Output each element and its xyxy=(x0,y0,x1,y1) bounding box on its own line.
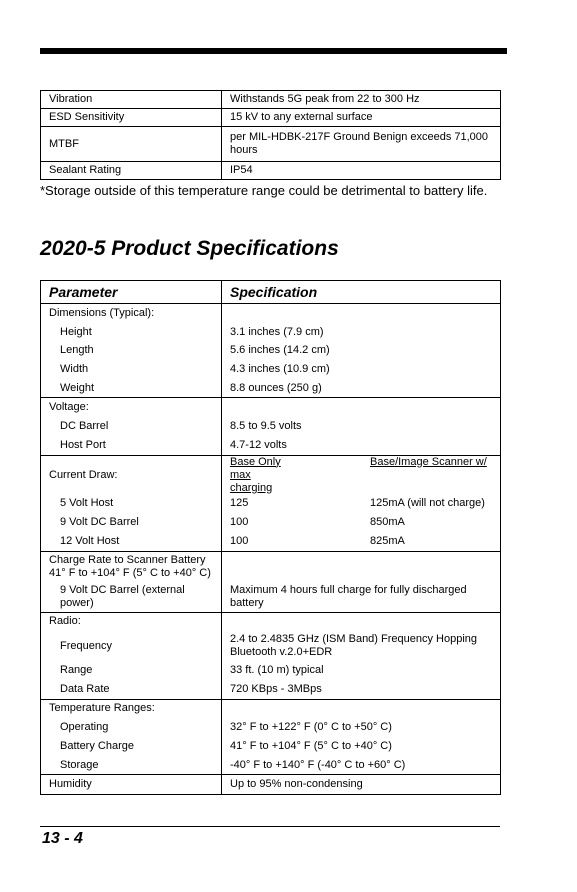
page-number: 13 - 4 xyxy=(42,830,83,847)
table-row xyxy=(41,379,501,398)
parameter-header: Parameter xyxy=(41,281,222,304)
environmental-spec-table xyxy=(40,90,501,180)
base-only-value: 100 xyxy=(230,534,249,547)
param-cell: Vibration xyxy=(41,91,222,109)
table-row xyxy=(41,417,501,436)
base-only-value: 100 xyxy=(230,516,249,529)
base-scanner-header: Base/Image Scanner w/ max xyxy=(230,455,487,481)
param-cell: Width xyxy=(41,360,222,379)
group-label: Current Draw: xyxy=(41,455,222,495)
param-cell: 9 Volt DC Barrel (external power) xyxy=(41,582,222,613)
table-row xyxy=(41,127,501,162)
spec-cell: Up to 95% non-condensing xyxy=(222,775,501,795)
table-row xyxy=(41,360,501,379)
spec-cell: 32° F to +122° F (0° C to +50° C) xyxy=(222,718,501,737)
param-cell: Humidity xyxy=(41,775,222,795)
base-only-value: 125 xyxy=(230,497,249,510)
table-row xyxy=(41,631,501,661)
spec-cell: Maximum 4 hours full charge for fully discharged battery xyxy=(222,582,501,613)
param-cell: Data Rate xyxy=(41,680,222,699)
header-row xyxy=(41,281,501,304)
param-cell: 12 Volt Host xyxy=(41,532,222,551)
table-row xyxy=(41,582,501,613)
table-row xyxy=(41,513,501,532)
spec-cell: -40° F to +140° F (-40° C to +60° C) xyxy=(222,756,501,775)
param-cell: Frequency xyxy=(41,631,222,661)
param-cell: 9 Volt DC Barrel xyxy=(41,513,222,532)
group-label: Voltage: xyxy=(41,398,222,417)
table-row xyxy=(41,661,501,680)
spec-cell: 4.7-12 volts xyxy=(222,436,501,455)
table-row xyxy=(41,91,501,109)
spec-cell: 41° F to +104° F (5° C to +40° C) xyxy=(222,737,501,756)
group-label-row xyxy=(41,455,501,495)
spec-cell: 720 KBps - 3MBps xyxy=(222,680,501,699)
param-cell: Range xyxy=(41,661,222,680)
spec-cell: 33 ft. (10 m) typical xyxy=(222,661,501,680)
group-label: Charge Rate to Scanner Battery 41° F to +104° F (5° C to +40° C) xyxy=(41,551,222,582)
group-label: Radio: xyxy=(41,612,222,631)
spec-cell: 8.5 to 9.5 volts xyxy=(222,417,501,436)
base-scanner-value: 825mA xyxy=(370,534,405,547)
spec-cell: IP54 xyxy=(222,162,501,180)
table-row xyxy=(41,341,501,360)
spec-cell: 2.4 to 2.4835 GHz (ISM Band) Frequency Hopping Bluetooth v.2.0+EDR xyxy=(222,631,501,661)
table-row xyxy=(41,756,501,775)
storage-footnote: *Storage outside of this temperature range could be detrimental to battery life. xyxy=(40,183,488,198)
spec-cell: 3.1 inches (7.9 cm) xyxy=(222,323,501,342)
spec-cell: 15 kV to any external surface xyxy=(222,109,501,127)
param-cell: Height xyxy=(41,323,222,342)
spec-cell: per MIL-HDBK-217F Ground Benign exceeds 71,000 hours xyxy=(222,127,501,162)
product-spec-table xyxy=(40,280,501,795)
spec-cell: Withstands 5G peak from 22 to 300 Hz xyxy=(222,91,501,109)
param-cell: DC Barrel xyxy=(41,417,222,436)
spec-cell xyxy=(222,495,501,514)
param-cell: Battery Charge xyxy=(41,737,222,756)
param-cell: Weight xyxy=(41,379,222,398)
param-cell: Sealant Rating xyxy=(41,162,222,180)
spec-cell: 4.3 inches (10.9 cm) xyxy=(222,360,501,379)
param-cell: MTBF xyxy=(41,127,222,162)
table-row xyxy=(41,718,501,737)
table-row xyxy=(41,109,501,127)
base-only-header: Base Only xyxy=(230,455,281,468)
group-label-row xyxy=(41,699,501,718)
spec-cell xyxy=(222,513,501,532)
table-row xyxy=(41,495,501,514)
param-cell: Operating xyxy=(41,718,222,737)
table-row xyxy=(41,162,501,180)
base-scanner-value: 125mA (will not charge) xyxy=(370,497,485,510)
group-label: Dimensions (Typical): xyxy=(41,304,222,323)
group-label-row xyxy=(41,304,501,323)
group-label-row xyxy=(41,612,501,631)
param-cell: ESD Sensitivity xyxy=(41,109,222,127)
group-label: Temperature Ranges: xyxy=(41,699,222,718)
table-row xyxy=(41,680,501,699)
table-row xyxy=(41,323,501,342)
base-scanner-value: 850mA xyxy=(370,516,405,529)
param-cell: Length xyxy=(41,341,222,360)
group-label-row xyxy=(41,398,501,417)
top-rule xyxy=(40,48,507,54)
param-cell: Host Port xyxy=(41,436,222,455)
spec-cell xyxy=(222,532,501,551)
current-draw-col-headers xyxy=(222,455,501,495)
group-label-row xyxy=(41,551,501,582)
table-row xyxy=(41,436,501,455)
table-row xyxy=(41,775,501,795)
table-row xyxy=(41,532,501,551)
bottom-rule xyxy=(40,826,500,827)
spec-cell: 8.8 ounces (250 g) xyxy=(222,379,501,398)
section-heading: 2020-5 Product Specifications xyxy=(40,237,339,260)
table-row xyxy=(41,737,501,756)
param-cell: 5 Volt Host xyxy=(41,495,222,514)
param-cell: Storage xyxy=(41,756,222,775)
specification-header: Specification xyxy=(222,281,501,304)
base-scanner-header-cont: charging xyxy=(230,481,273,494)
spec-cell: 5.6 inches (14.2 cm) xyxy=(222,341,501,360)
